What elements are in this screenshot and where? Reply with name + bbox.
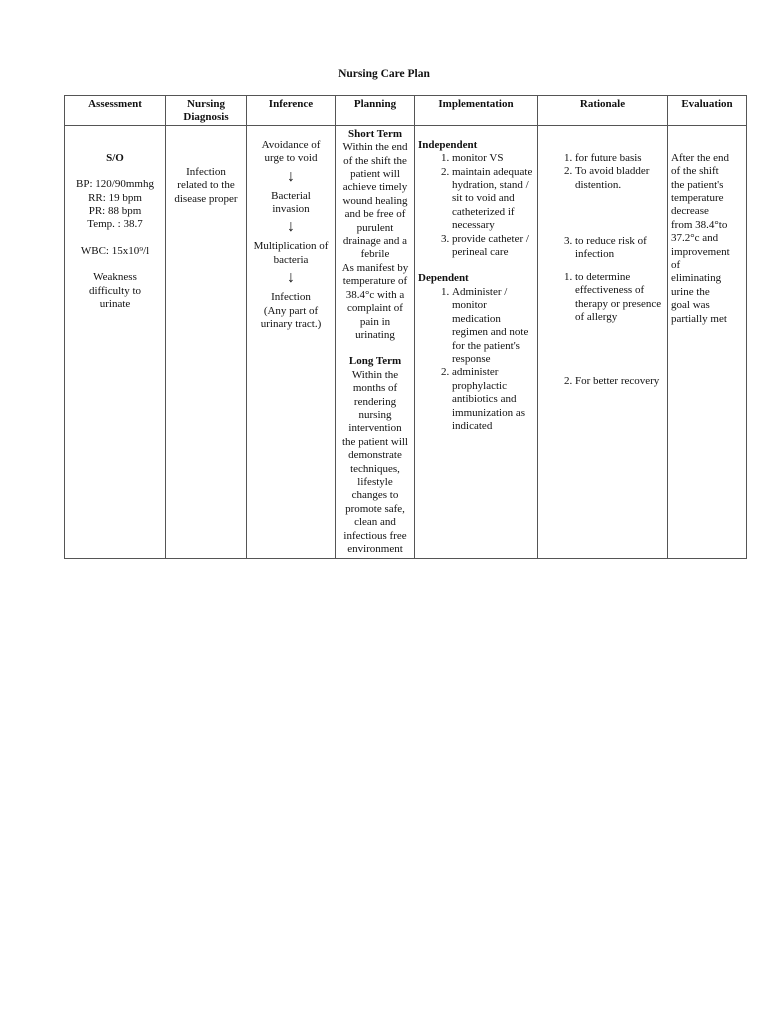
list-item: 1. for future basis: [575, 152, 664, 165]
evaluation-line: urine the: [671, 285, 710, 298]
bp-value: BP: 120/90mmhg: [76, 178, 154, 191]
long-term-line: rendering: [353, 395, 397, 408]
long-term-line: the patient will: [342, 435, 408, 448]
rationale-list: [541, 271, 664, 369]
evaluation-cell: [668, 125, 747, 559]
wbc-value: WBC: 15x10⁹/l: [80, 244, 150, 257]
long-term-line: environment: [347, 543, 403, 555]
assessment-cell: [65, 125, 166, 559]
arrow-down-icon: ↓: [287, 218, 295, 236]
evaluation-text: [668, 126, 746, 328]
inference-cell: [247, 125, 336, 559]
inference-step-2: Bacterial invasion: [271, 189, 311, 216]
header-inference: Inference: [247, 96, 336, 126]
dependent-label: Dependent: [418, 272, 469, 285]
long-term-line: infectious free: [343, 529, 407, 542]
planning-cell: [336, 125, 415, 559]
rationale-cell: [538, 125, 668, 559]
list-item: 3. provide catheter / perineal care: [452, 233, 534, 260]
short-term-line: temperature of: [342, 275, 408, 288]
short-term-line: As manifest by: [341, 261, 409, 274]
independent-list: [418, 152, 534, 259]
header-row: [65, 96, 747, 126]
header-rationale: Rationale: [538, 96, 668, 126]
implementation-cell: [415, 125, 538, 559]
page-title: Nursing Care Plan: [338, 68, 430, 80]
header-nursing-diagnosis: Nursing Diagnosis: [166, 96, 247, 126]
inference-step-1: Avoidance of urge to void: [261, 138, 321, 165]
independent-label: Independent: [418, 138, 478, 151]
evaluation-line: decrease: [671, 205, 709, 218]
list-item: 3. to reduce risk of infection: [575, 235, 664, 262]
list-item: 1. to determine effectiveness of therapy or presence of allergy: [575, 271, 664, 325]
inference-step-4: Infection (Any part of urinary tract.): [260, 291, 322, 331]
long-term-label: Long Term: [348, 355, 402, 368]
long-term-line: demonstrate: [348, 449, 402, 462]
short-term-line: urinating: [355, 328, 395, 341]
short-term-line: and be free of: [344, 208, 406, 221]
short-term-line: of the shift the: [343, 154, 407, 167]
evaluation-line: eliminating: [671, 272, 722, 285]
evaluation-line: After the end: [671, 151, 730, 164]
short-term-line: 38.4°c with a: [345, 288, 405, 301]
rationale-list: [541, 375, 664, 388]
pr-value: PR: 88 bpm: [88, 205, 142, 218]
long-term-line: promote safe,: [345, 502, 405, 515]
long-term-line: nursing: [358, 408, 392, 421]
evaluation-line: 37.2°c and: [671, 232, 719, 245]
short-term-line: achieve timely: [342, 181, 408, 194]
header-evaluation: Evaluation: [668, 96, 747, 126]
evaluation-line: improvement: [671, 245, 730, 258]
arrow-down-icon: ↓: [287, 269, 295, 287]
evaluation-line: partially met: [671, 312, 727, 325]
header-planning: Planning: [336, 96, 415, 126]
evaluation-line: goal was: [671, 299, 710, 312]
short-term-line: patient will: [350, 168, 400, 181]
short-term-goal: [339, 141, 411, 342]
short-term-line: purulent: [356, 221, 394, 234]
header-assessment: Assessment: [65, 96, 166, 126]
short-term-line: febrile: [360, 248, 390, 261]
dependent-list: [418, 286, 534, 433]
short-term-line: complaint of: [347, 302, 403, 315]
evaluation-line: of the shift: [671, 165, 719, 178]
rationale-list: [541, 235, 664, 265]
header-implementation: Implementation: [415, 96, 538, 126]
long-term-goal: [339, 369, 411, 557]
long-term-line: techniques,: [350, 462, 400, 475]
long-term-line: lifestyle: [357, 475, 393, 488]
list-item: 1. monitor VS: [452, 152, 534, 165]
long-term-line: intervention: [348, 422, 402, 435]
temp-value: Temp. : 38.7: [87, 218, 143, 231]
long-term-line: clean and: [354, 516, 396, 529]
diagnosis-cell: [166, 125, 247, 559]
weakness-text: Weakness difficulty to urinate: [88, 271, 142, 311]
list-item: 2. To avoid bladder distention.: [575, 165, 664, 192]
short-term-line: Within the end: [342, 141, 408, 154]
list-item: 2. maintain adequate hydration, stand / sit to void and catheterized if necessary: [452, 166, 534, 233]
list-item: 2. administer prophylactic antibiotics and immunization as indicated: [452, 366, 534, 433]
rr-value: RR: 19 bpm: [88, 191, 142, 204]
table-row: [65, 125, 747, 559]
long-term-line: Within the: [351, 368, 399, 381]
list-item: 1. Administer / monitor medication regimen and note for the patient's response: [452, 286, 534, 366]
inference-step-3: Multiplication of bacteria: [253, 240, 329, 266]
evaluation-line: of: [671, 259, 681, 272]
evaluation-line: from 38.4°to: [671, 218, 728, 231]
short-term-line: wound healing: [342, 194, 408, 207]
diagnosis-text: Infection related to the disease proper: [174, 165, 238, 205]
short-term-line: drainage and a: [342, 235, 408, 248]
short-term-label: Short Term: [347, 127, 403, 140]
arrow-down-icon: ↓: [287, 167, 295, 185]
care-plan-table: [64, 95, 747, 559]
short-term-line: pain in: [359, 315, 391, 328]
rationale-list: [541, 152, 664, 232]
evaluation-line: temperature: [671, 192, 724, 205]
evaluation-line: the patient's: [671, 178, 724, 191]
long-term-line: months of: [352, 382, 398, 395]
list-item: 2. For better recovery: [575, 375, 664, 388]
so-label: S/O: [106, 151, 124, 164]
long-term-line: changes to: [351, 489, 399, 502]
